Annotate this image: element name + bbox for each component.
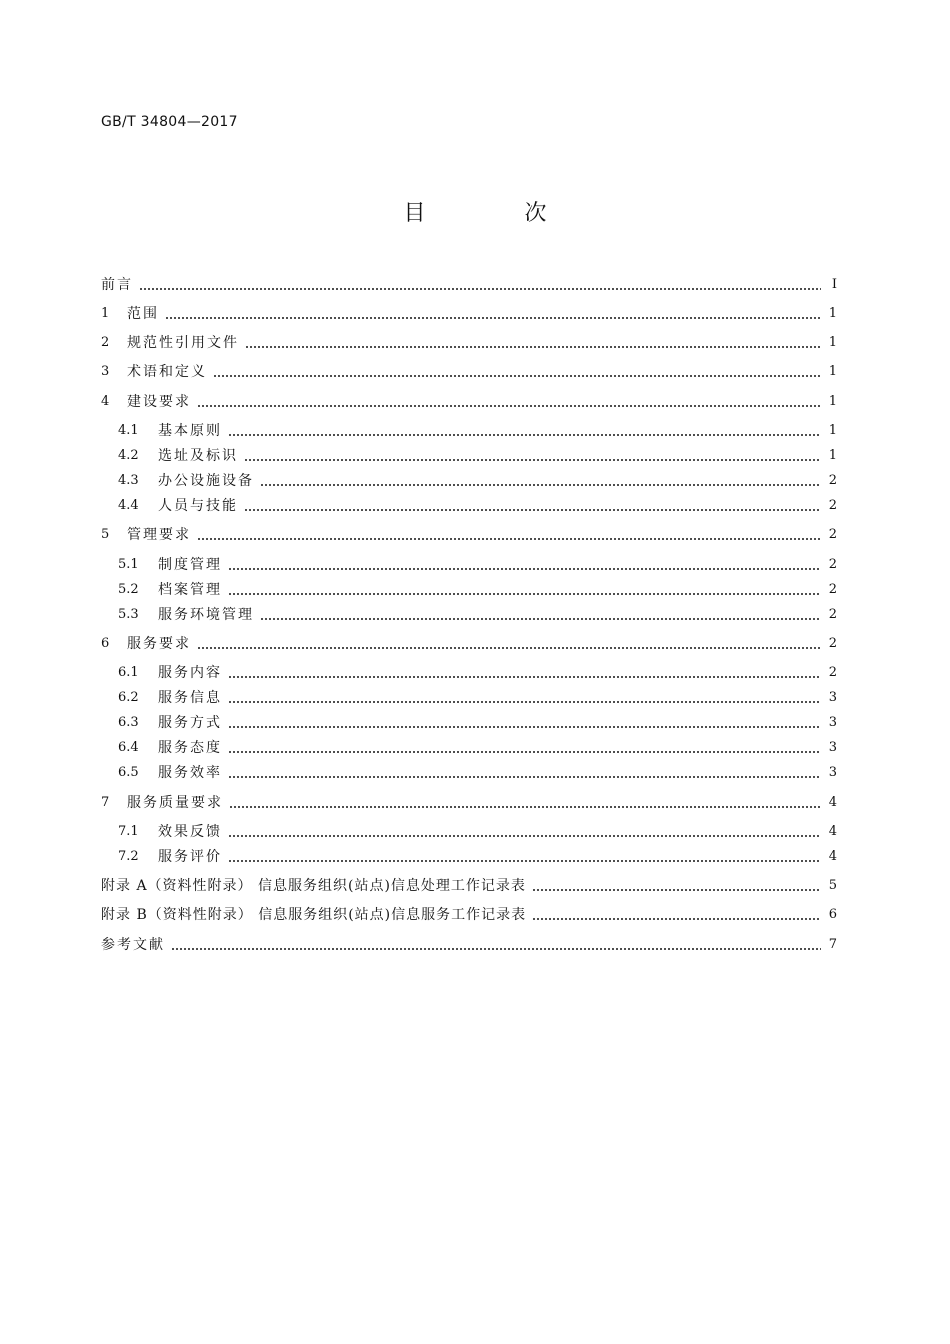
dot-leader — [197, 525, 821, 545]
toc-entry-label: 选址及标识 — [158, 448, 238, 464]
toc-entry-number: 6.2 — [118, 690, 139, 705]
toc-entry-number: 4.4 — [118, 498, 139, 513]
toc-entry[interactable] — [118, 555, 837, 575]
toc-entry-number: 4 — [101, 394, 110, 409]
toc-entry-page-number: 1 — [828, 364, 837, 379]
toc-entry-label: 服务要求 — [127, 636, 191, 652]
dot-leader — [228, 580, 821, 600]
toc-entry-label: 附录 A（资料性附录） 信息服务组织(站点)信息处理工作记录表 — [101, 878, 526, 894]
toc-entry-page-number: 3 — [828, 740, 837, 755]
toc-entry-number: 6.5 — [118, 765, 139, 780]
dot-leader — [171, 935, 821, 955]
dot-leader — [228, 822, 821, 842]
toc-entry-number: 7.2 — [118, 849, 139, 864]
dot-leader — [229, 793, 821, 813]
toc-entry-page-number: 2 — [828, 582, 837, 597]
toc-entry-number: 4.3 — [118, 473, 139, 488]
standard-code: GB/T 34804—2017 — [101, 114, 238, 130]
toc-entry[interactable] — [101, 392, 837, 412]
toc-entry[interactable] — [118, 496, 837, 516]
dot-leader — [139, 275, 821, 295]
toc-entry-number: 4.2 — [118, 448, 139, 463]
dot-leader — [228, 688, 821, 708]
toc-entry-label: 基本原则 — [158, 423, 222, 439]
toc-entry-label: 服务质量要求 — [127, 795, 223, 811]
toc-entry-page-number: 1 — [828, 394, 837, 409]
toc-entry-page-number: 3 — [828, 715, 837, 730]
dot-leader — [532, 876, 821, 896]
toc-entry-number: 7 — [101, 795, 110, 810]
dot-leader — [228, 555, 821, 575]
toc-entry[interactable] — [101, 634, 837, 654]
toc-entry-page-number: 3 — [828, 690, 837, 705]
toc-entry[interactable] — [118, 663, 837, 683]
dot-leader — [197, 392, 821, 412]
toc-entry-label: 服务效率 — [158, 765, 222, 781]
toc-entry-page-number: 2 — [828, 527, 837, 542]
toc-entry[interactable] — [118, 605, 837, 625]
toc-entry-page-number: 2 — [828, 607, 837, 622]
toc-entry[interactable] — [101, 362, 837, 382]
toc-entry-number: 6.1 — [118, 665, 139, 680]
toc-entry-label: 服务信息 — [158, 690, 222, 706]
toc-entry-label: 人员与技能 — [158, 498, 238, 514]
toc-entry[interactable] — [118, 580, 837, 600]
dot-leader — [244, 446, 821, 466]
toc-entry[interactable] — [118, 713, 837, 733]
toc-entry-label: 效果反馈 — [158, 824, 222, 840]
toc-entry-page-number: 2 — [828, 473, 837, 488]
toc-entry-number: 5.1 — [118, 557, 139, 572]
toc-entry[interactable] — [118, 446, 837, 466]
toc-entry-page-number: Ⅰ — [831, 277, 837, 292]
dot-leader — [228, 738, 821, 758]
dot-leader — [228, 847, 821, 867]
toc-entry-label: 建设要求 — [127, 394, 191, 410]
toc-entry-page-number: 2 — [828, 498, 837, 513]
toc-entry-page-number: 2 — [828, 557, 837, 572]
toc-entry-page-number: 4 — [828, 795, 837, 810]
toc-entry-number: 3 — [101, 364, 110, 379]
toc-entry[interactable] — [101, 876, 837, 896]
dot-leader — [260, 471, 821, 491]
dot-leader — [228, 713, 821, 733]
dot-leader — [165, 304, 821, 324]
toc-entry-number: 7.1 — [118, 824, 139, 839]
dot-leader — [197, 634, 821, 654]
toc-entry-label: 服务内容 — [158, 665, 222, 681]
page-title: 目 次 — [403, 201, 593, 226]
toc-entry-page-number: 3 — [828, 765, 837, 780]
toc-entry[interactable] — [101, 525, 837, 545]
toc-entry-label: 制度管理 — [158, 557, 222, 573]
toc-entry-page-number: 2 — [828, 636, 837, 651]
dot-leader — [228, 763, 821, 783]
toc-entry[interactable] — [101, 935, 837, 955]
toc-entry[interactable] — [101, 275, 837, 295]
dot-leader — [213, 362, 821, 382]
toc-entry[interactable] — [118, 763, 837, 783]
toc-entry-label: 前言 — [101, 277, 133, 293]
toc-entry-page-number: 5 — [828, 878, 837, 893]
table-of-contents — [101, 0, 837, 1344]
toc-entry-label: 办公设施设备 — [158, 473, 254, 489]
toc-entry-label: 服务态度 — [158, 740, 222, 756]
toc-entry[interactable] — [101, 793, 837, 813]
toc-entry-number: 5.2 — [118, 582, 139, 597]
dot-leader — [244, 496, 821, 516]
toc-entry[interactable] — [118, 471, 837, 491]
toc-entry-page-number: 1 — [828, 335, 837, 350]
toc-entry-label: 范围 — [127, 306, 159, 322]
dot-leader — [260, 605, 821, 625]
toc-entry-number: 6.3 — [118, 715, 139, 730]
toc-entry[interactable] — [101, 304, 837, 324]
dot-leader — [532, 905, 821, 925]
toc-entry-label: 服务方式 — [158, 715, 222, 731]
toc-entry-number: 6.4 — [118, 740, 139, 755]
toc-entry-number: 6 — [101, 636, 110, 651]
dot-leader — [228, 663, 821, 683]
toc-entry-page-number: 6 — [828, 907, 837, 922]
toc-entry-page-number: 2 — [828, 665, 837, 680]
toc-entry[interactable] — [118, 847, 837, 867]
toc-entry-page-number: 4 — [828, 824, 837, 839]
toc-entry[interactable] — [118, 738, 837, 758]
toc-entry-page-number: 1 — [828, 423, 837, 438]
toc-entry-label: 管理要求 — [127, 527, 191, 543]
toc-entry-number: 1 — [101, 306, 110, 321]
toc-entry-label: 服务环境管理 — [158, 607, 254, 623]
toc-entry-page-number: 7 — [828, 937, 837, 952]
toc-entry[interactable] — [118, 822, 837, 842]
toc-entry-page-number: 4 — [828, 849, 837, 864]
toc-entry[interactable] — [101, 905, 837, 925]
toc-entry[interactable] — [101, 333, 837, 353]
toc-entry[interactable] — [118, 421, 837, 441]
dot-leader — [245, 333, 821, 353]
toc-entry[interactable] — [118, 688, 837, 708]
toc-entry-number: 5.3 — [118, 607, 139, 622]
toc-entry-number: 4.1 — [118, 423, 139, 438]
toc-entry-label: 服务评价 — [158, 849, 222, 865]
toc-entry-label: 档案管理 — [158, 582, 222, 598]
dot-leader — [228, 421, 821, 441]
toc-entry-page-number: 1 — [828, 448, 837, 463]
toc-entry-page-number: 1 — [828, 306, 837, 321]
toc-entry-label: 规范性引用文件 — [127, 335, 239, 351]
toc-entry-label: 术语和定义 — [127, 364, 207, 380]
toc-entry-label: 附录 B（资料性附录） 信息服务组织(站点)信息服务工作记录表 — [101, 907, 527, 923]
toc-entry-number: 2 — [101, 335, 110, 350]
toc-entry-number: 5 — [101, 527, 110, 542]
toc-entry-label: 参考文献 — [101, 937, 165, 953]
